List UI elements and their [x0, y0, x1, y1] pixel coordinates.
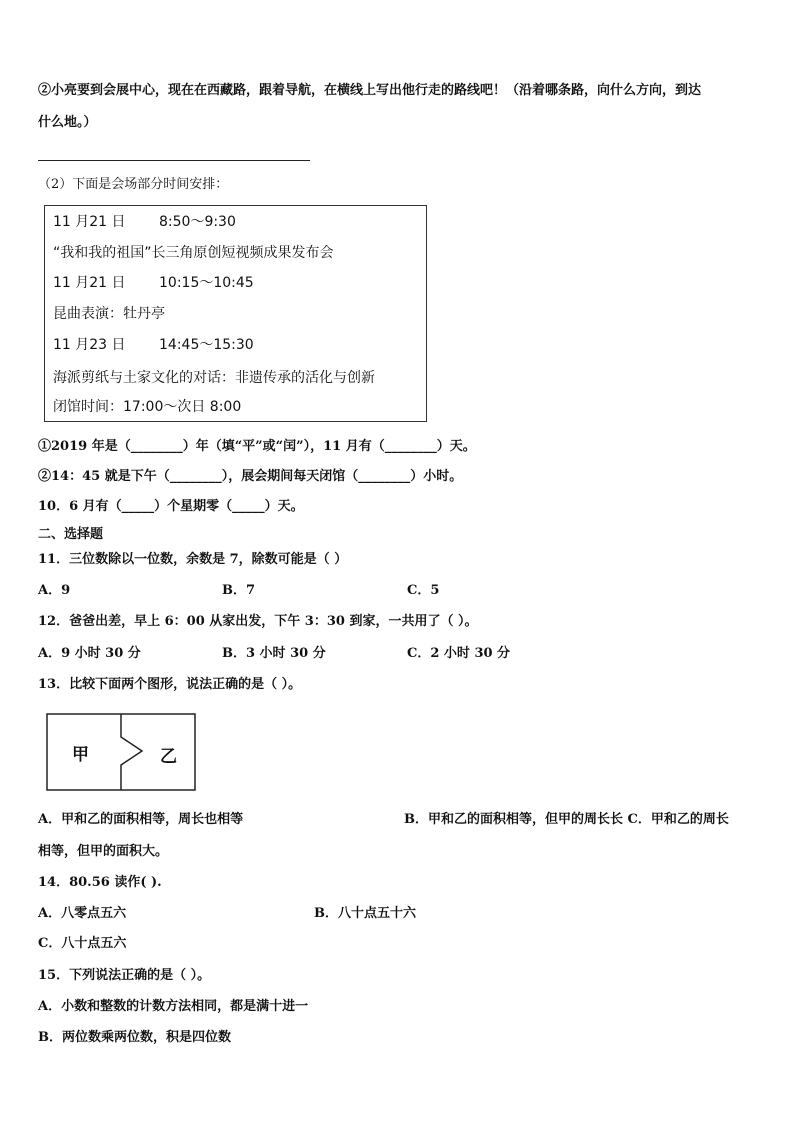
schedule-event-3: 海派剪纸与土家文化的对话：非遗传承的活化与创新 — [53, 370, 375, 386]
q15-option-a: A．小数和整数的计数方法相同，都是满十进一 — [38, 999, 309, 1014]
q13-figure — [46, 713, 196, 791]
schedule-date-3: 11 月23 日 — [53, 337, 126, 353]
schedule-event-1: “我和我的祖国”长三角原创短视频成果发布会 — [53, 245, 334, 261]
schedule-event-2: 昆曲表演：牡丹亭 — [53, 306, 165, 322]
q13-option-c-cont: 相等，但甲的面积大。 — [38, 844, 169, 859]
q9-sub1: ①2019 年是（________）年（填“平”或“闰”），11 月有（________）天。 — [38, 439, 476, 454]
q14-option-c: C．八十点五六 — [38, 936, 127, 951]
q14-option-b: B．八十点五十六 — [314, 906, 416, 921]
shape-label-yi: 乙 — [160, 747, 177, 767]
schedule-time-2: 10:15～10:45 — [159, 275, 254, 291]
schedule-date-2: 11 月21 日 — [53, 275, 126, 291]
schedule-date-1: 11 月21 日 — [53, 214, 126, 230]
schedule-time-1: 8:50～9:30 — [159, 214, 236, 230]
q12-stem: 12．爸爸出差，早上 6：00 从家出发，下午 3：30 到家，一共用了（ ）。 — [38, 614, 478, 629]
q9-part1-line1: ②小亮要到会展中心，现在在西藏路，跟着导航，在横线上写出他行走的路线吧！（沿着哪条路，向什么方向，到达 — [38, 83, 702, 98]
schedule-time-3: 14:45～15:30 — [159, 337, 254, 353]
q9-sub2: ②14：45 就是下午（________），展会期间每天闭馆（________）小时。 — [38, 469, 463, 484]
q11-option-c: C．5 — [407, 583, 440, 598]
q11-option-a: A．9 — [38, 583, 71, 598]
q12-option-b: B．3 小时 30 分 — [222, 646, 326, 661]
schedule-closing-time: 闭馆时间：17:00～次日 8:00 — [53, 399, 242, 415]
q14-option-a: A．八零点五六 — [38, 906, 127, 921]
q11-stem: 11．三位数除以一位数，余数是 7，除数可能是（ ） — [38, 552, 348, 567]
q13-option-b-c: B．甲和乙的面积相等，但甲的周长长 C．甲和乙的周长 — [404, 812, 729, 827]
q12-option-a: A．9 小时 30 分 — [38, 646, 141, 661]
q13-option-a: A．甲和乙的面积相等，周长也相等 — [38, 812, 244, 827]
q15-stem: 15．下列说法正确的是（ ）。 — [38, 968, 211, 983]
q9-part2-title: （2）下面是会场部分时间安排： — [38, 177, 229, 192]
q12-option-c: C．2 小时 30 分 — [407, 646, 511, 661]
q15-option-b: B．两位数乘两位数，积是四位数 — [38, 1030, 231, 1045]
q10: 10．6 月有（_____）个星期零（_____）天。 — [38, 499, 304, 514]
schedule-box — [44, 205, 427, 422]
q9-part1-line2: 什么地。） — [38, 115, 97, 130]
q13-stem: 13．比较下面两个图形，说法正确的是（ ）。 — [38, 677, 302, 692]
shape-label-jia: 甲 — [72, 745, 89, 765]
q14-stem: 14．80.56 读作( ). — [38, 875, 162, 890]
answer-blank-line — [38, 160, 310, 161]
q11-option-b: B．7 — [222, 583, 256, 598]
section-heading-choice: 二、选择题 — [38, 527, 104, 542]
